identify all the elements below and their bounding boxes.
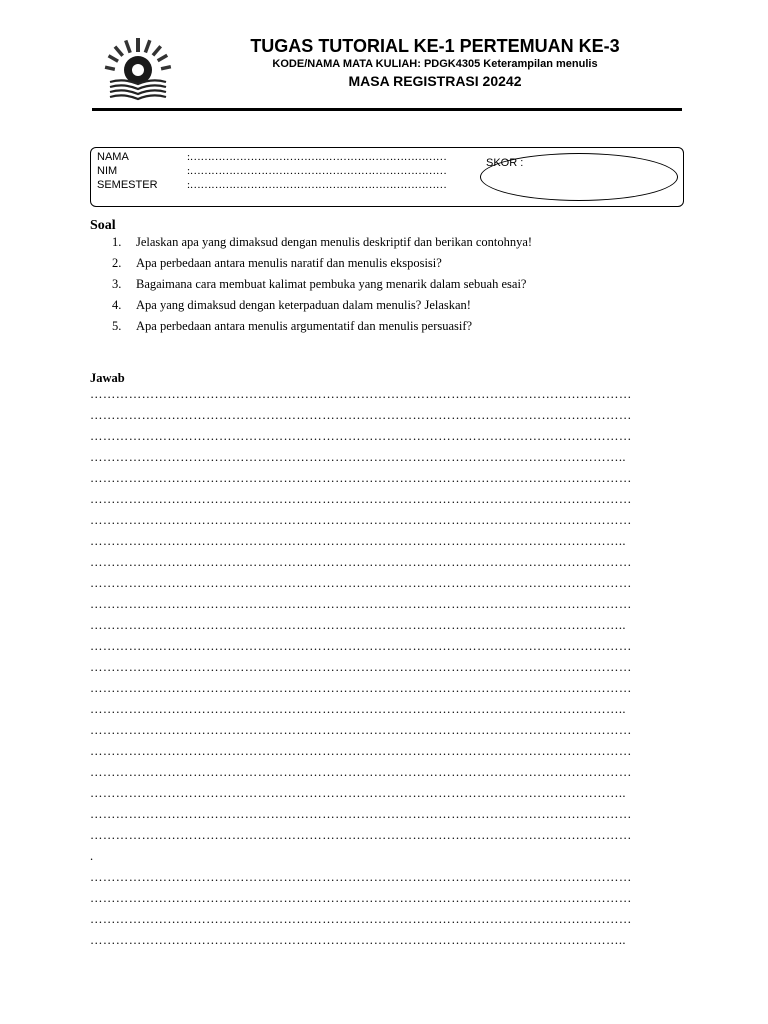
question-text: Bagaimana cara membuat kalimat pembuka yang menarik dalam sebuah esai?: [136, 277, 527, 291]
question-item: [112, 234, 532, 255]
answer-line[interactable]: ……………………………………………………………………………………………………………..: [90, 702, 626, 716]
answer-line[interactable]: ………………………………………………………………………………………………………………: [90, 492, 632, 506]
answer-line[interactable]: ……………………………………………………………………………………………………………..: [90, 534, 626, 548]
answer-line[interactable]: ………………………………………………………………………………………………………………: [90, 870, 632, 884]
nim-label: NIM: [97, 165, 118, 177]
answer-line[interactable]: ………………………………………………………………………………………………………………: [90, 408, 632, 422]
answer-line[interactable]: ………………………………………………………………………………………………………………: [90, 387, 632, 401]
question-number: 3.: [112, 277, 122, 291]
answer-line[interactable]: ………………………………………………………………………………………………………………: [90, 513, 632, 527]
answer-line[interactable]: ………………………………………………………………………………………………………………: [90, 660, 632, 674]
question-text: Apa perbedaan antara menulis argumentatif dan menulis persuasif?: [136, 319, 473, 333]
question-text: Apa perbedaan antara menulis naratif dan menulis eksposisi?: [136, 256, 442, 270]
answer-line[interactable]: ……………………………………………………………………………………………………………..: [90, 618, 626, 632]
score-label: SKOR :: [486, 157, 524, 169]
nama-label: NAMA: [97, 151, 129, 163]
answer-line[interactable]: ………………………………………………………………………………………………………………: [90, 429, 632, 443]
answer-area[interactable]: [90, 386, 690, 953]
registration-period: MASA REGISTRASI 20242: [348, 73, 522, 89]
nama-field[interactable]: :………………………………………………………………: [187, 151, 447, 163]
semester-field[interactable]: :………………………………………………………………: [187, 179, 447, 191]
answer-line[interactable]: ………………………………………………………………………………………………………………: [90, 723, 632, 737]
soal-heading: Soal: [90, 218, 116, 233]
question-item: [112, 255, 532, 276]
answer-line[interactable]: ………………………………………………………………………………………………………………: [90, 681, 632, 695]
header-divider: [92, 108, 682, 111]
answer-line[interactable]: ………………………………………………………………………………………………………………: [90, 639, 632, 653]
answer-line[interactable]: ………………………………………………………………………………………………………………: [90, 576, 632, 590]
answer-line[interactable]: ………………………………………………………………………………………………………………: [90, 912, 632, 926]
nim-field[interactable]: :………………………………………………………………: [187, 165, 447, 177]
page-title: TUGAS TUTORIAL KE-1 PERTEMUAN KE-3: [250, 36, 620, 56]
question-number: 1.: [112, 235, 122, 249]
answer-line[interactable]: ……………………………………………………………………………………………………………..: [90, 933, 626, 947]
answer-line[interactable]: ………………………………………………………………………………………………………………: [90, 471, 632, 485]
answer-line[interactable]: ………………………………………………………………………………………………………………: [90, 828, 632, 842]
question-list: [112, 234, 532, 339]
course-code: KODE/NAMA MATA KULIAH: PDGK4305 Keterampilan menulis: [272, 58, 598, 70]
answer-line[interactable]: ………………………………………………………………………………………………………………: [90, 744, 632, 758]
answer-line[interactable]: ……………………………………………………………………………………………………………..: [90, 450, 626, 464]
semester-label: SEMESTER: [97, 179, 158, 191]
answer-line[interactable]: ………………………………………………………………………………………………………………: [90, 765, 632, 779]
answer-line[interactable]: ……………………………………………………………………………………………………………..: [90, 786, 626, 800]
answer-line[interactable]: ………………………………………………………………………………………………………………: [90, 597, 632, 611]
jawab-heading: Jawab: [90, 371, 125, 385]
university-logo: [100, 36, 176, 104]
answer-line[interactable]: ………………………………………………………………………………………………………………: [90, 555, 632, 569]
answer-line[interactable]: ………………………………………………………………………………………………………………: [90, 891, 632, 905]
question-item: [112, 276, 532, 297]
question-item: [112, 297, 532, 318]
identity-box: [90, 147, 684, 207]
question-number: 5.: [112, 319, 122, 333]
answer-line[interactable]: .: [90, 849, 94, 863]
question-text: Apa yang dimaksud dengan keterpaduan dalam menulis? Jelaskan!: [136, 298, 471, 312]
question-item: [112, 318, 532, 339]
question-number: 2.: [112, 256, 122, 270]
question-text: Jelaskan apa yang dimaksud dengan menulis deskriptif dan berikan contohnya!: [136, 235, 533, 249]
answer-line[interactable]: ………………………………………………………………………………………………………………: [90, 807, 632, 821]
question-number: 4.: [112, 298, 122, 312]
